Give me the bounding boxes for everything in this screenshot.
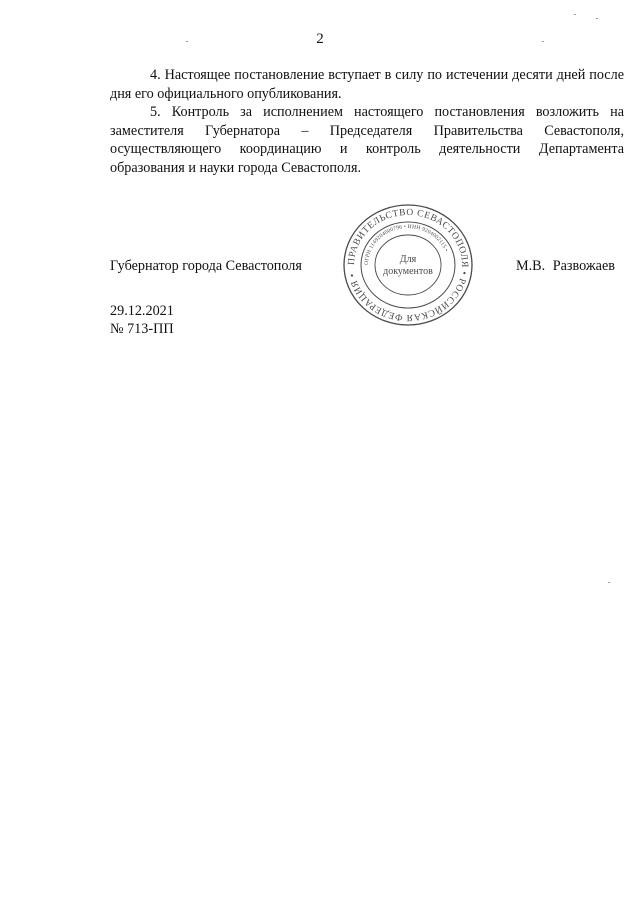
seal-center-line-2: документов [383, 266, 433, 277]
seal-inner-text: ОГРН 1149204000796 • ИНН 9204002115 • [363, 223, 450, 266]
document-date: 29.12.2021 [110, 303, 174, 319]
paragraph-control: 5. Контроль за исполнением настоящего постановления возложить на заместителя Губернатора – Председателя Правительства Севастополя, осуществляющего координацию и контроль деятельности Департамента образования и науки города Севастополя. [110, 104, 624, 176]
page-number: 2 [316, 31, 324, 47]
seal-outer-ring [344, 205, 472, 325]
paragraph-effective-date: 4. Настоящее постановление вступает в силу по истечении десяти дней после дня его официального опубликования. [110, 67, 624, 102]
scan-speck [608, 582, 610, 583]
scan-speck [574, 14, 576, 15]
scan-speck [542, 41, 544, 42]
signatory-title: Губернатор города Севастополя [110, 258, 302, 274]
seal-inner-ring [375, 235, 441, 295]
seal-outer-text: ПРАВИТЕЛЬСТВО СЕВАСТОПОЛЯ • РОССИЙСКАЯ ФЕДЕРАЦИЯ • [346, 207, 470, 323]
scan-speck [186, 41, 188, 42]
document-number: № 713-ПП [110, 321, 174, 337]
scan-speck [596, 18, 598, 19]
seal-center-line-1: Для [399, 254, 417, 265]
official-seal [338, 200, 478, 330]
document-body [110, 66, 624, 178]
signatory-name: М.В. Развожаев [516, 258, 615, 274]
